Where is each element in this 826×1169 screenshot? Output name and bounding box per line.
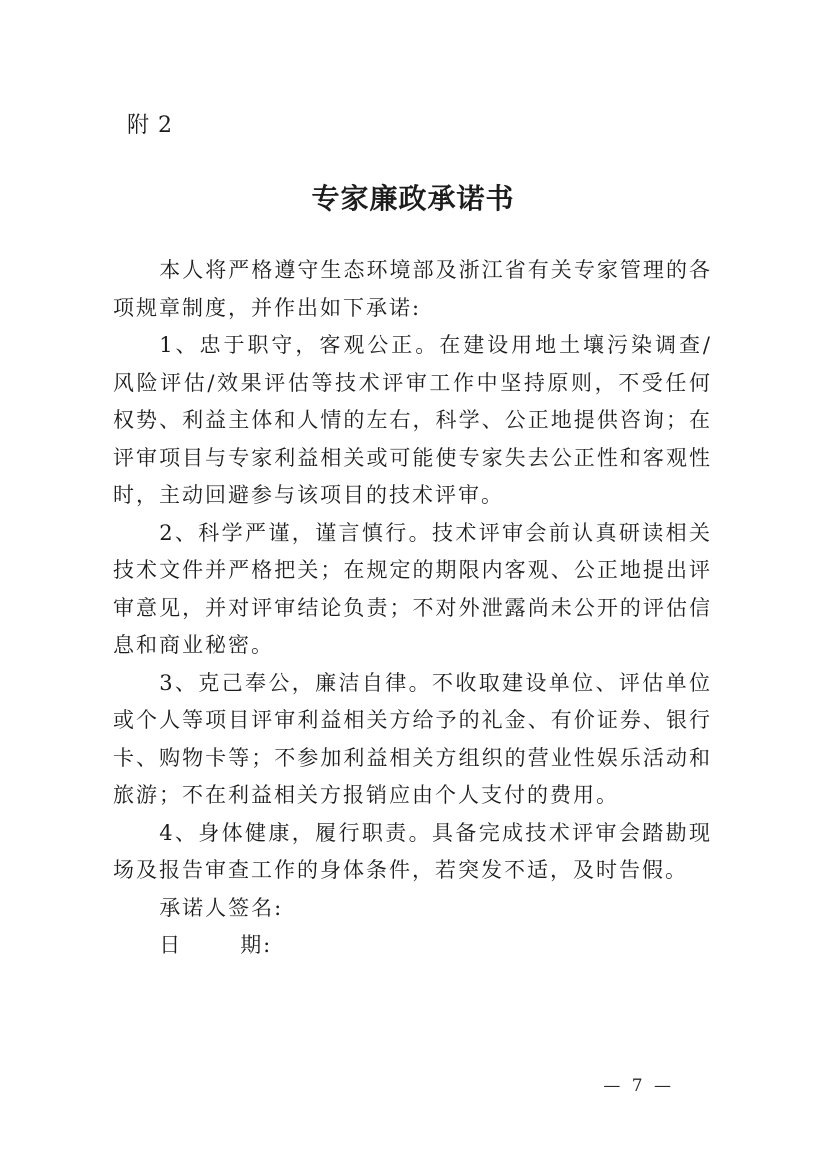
page-number: — 7 — bbox=[603, 1076, 674, 1096]
paragraph-intro: 本人将严格遵守生态环境部及浙江省有关专家管理的各项规章制度，并作出如下承诺: bbox=[113, 258, 712, 320]
commitment-item-3: 3、克己奉公，廉洁自律。不收取建设单位、评估单位或个人等项目评审利益相关方给予的礼金、有价证券、银行卡、购物卡等；不参加利益相关方组织的营业性娱乐活动和旅游；不在利益相关方报销应由个人支付的费用。 bbox=[113, 670, 712, 807]
document-title: 专家廉政承诺书 bbox=[311, 182, 515, 215]
date-label-left: 日 bbox=[159, 933, 183, 957]
signature-label: 承诺人签名: bbox=[159, 895, 284, 920]
date-label-right: 期: bbox=[240, 933, 273, 957]
date-line bbox=[113, 927, 712, 965]
signature-line bbox=[113, 890, 712, 928]
commitment-item-4: 4、身体健康，履行职责。具备完成技术评审会踏勘现场及报告审查工作的身体条件，若突发不适，及时告假。 bbox=[113, 820, 712, 882]
document-body bbox=[113, 252, 712, 965]
attachment-label: 附 2 bbox=[127, 113, 173, 138]
commitment-item-1: 1、忠于职守，客观公正。在建设用地土壤污染调查/风险评估/效果评估等技术评审工作中坚持原则，不受任何权势、利益主体和人情的左右，科学、公正地提供咨询；在评审项目与专家利益相关或可能使专家失去公正性和客观性时，主动回避参与该项目的技术评审。 bbox=[113, 333, 712, 507]
commitment-item-2: 2、科学严谨，谨言慎行。技术评审会前认真研读相关技术文件并严格把关；在规定的期限内客观、公正地提出评审意见，并对评审结论负责；不对外泄露尚未公开的评估信息和商业秘密。 bbox=[113, 520, 712, 657]
